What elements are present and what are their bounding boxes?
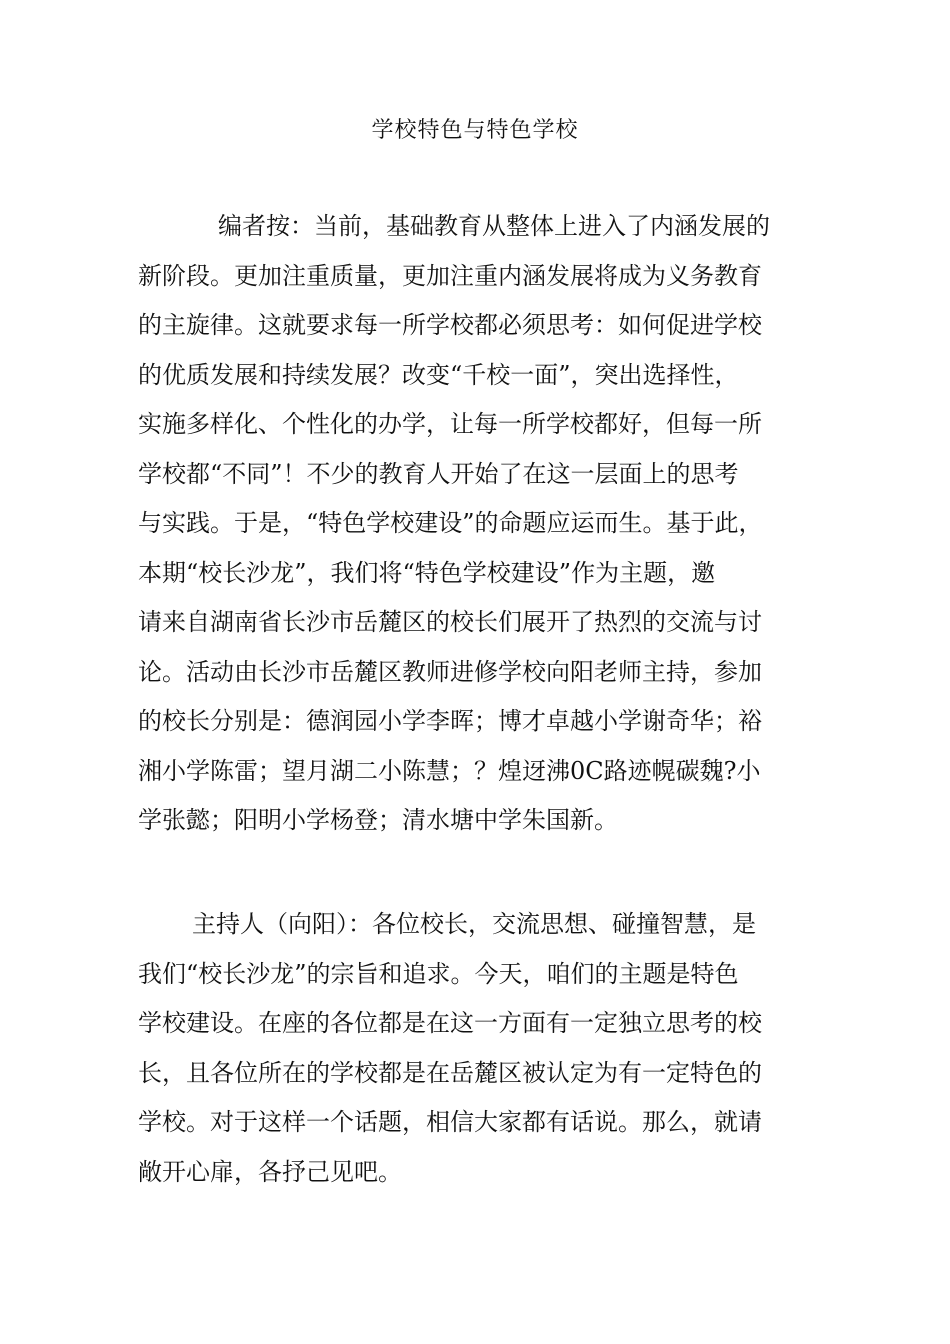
paragraph-line: 的优质发展和持续发展？改变“千校一面”，突出选择性， bbox=[138, 360, 739, 389]
paragraph-line: 学校都“不同”！不少的教育人开始了在这一层面上的思考 bbox=[138, 459, 739, 488]
paragraph-line: 新阶段。更加注重质量，更加注重内涵发展将成为义务教育 bbox=[138, 261, 762, 290]
paragraph-line: 本期“校长沙龙”，我们将“特色学校建设”作为主题，邀 bbox=[138, 558, 716, 587]
editor-note-paragraph bbox=[138, 202, 810, 846]
paragraph-line: 的主旋律。这就要求每一所学校都必须思考：如何促进学校 bbox=[138, 311, 762, 339]
host-intro-paragraph bbox=[138, 900, 810, 1197]
paragraph-line: 论。活动由长沙市岳麓区教师进修学校向阳老师主持，参加 bbox=[138, 657, 762, 686]
paragraph-line: 敞开心扉，各抒己见吧。 bbox=[138, 1157, 402, 1186]
paragraph-line: 学校建设。在座的各位都是在这一方面有一定独立思考的校 bbox=[138, 1009, 762, 1037]
paragraph-line: 主持人（向阳）：各位校长，交流思想、碰撞智慧，是 bbox=[192, 910, 756, 938]
paragraph-line: 请来自湖南省长沙市岳麓区的校长们展开了热烈的交流与讨 bbox=[138, 608, 762, 636]
paragraph-line: 湘小学陈雷；望月湖二小陈慧；？煌迓沸0C路迹幌碳魏?小 bbox=[138, 756, 761, 785]
paragraph-line: 实施多样化、个性化的办学，让每一所学校都好，但每一所 bbox=[138, 410, 762, 438]
document-title: 学校特色与特色学校 bbox=[371, 118, 579, 143]
paragraph-line: 学校。对于这样一个话题，相信大家都有话说。那么，就请 bbox=[138, 1108, 762, 1136]
paragraph-line: 学张懿；阳明小学杨登；清水塘中学朱国新。 bbox=[138, 806, 618, 834]
paragraph-line: 的校长分别是：德润园小学李晖；博才卓越小学谢奇华；裕 bbox=[138, 707, 762, 735]
paragraph-line: 编者按：当前，基础教育从整体上进入了内涵发展的 bbox=[218, 212, 770, 240]
paragraph-line: 与实践。于是，“特色学校建设”的命题应运而生。基于此， bbox=[138, 509, 763, 537]
paragraph-line: 我们“校长沙龙”的宗旨和追求。今天，咱们的主题是特色 bbox=[138, 959, 739, 988]
paragraph-line: 长，且各位所在的学校都是在岳麓区被认定为有一定特色的 bbox=[138, 1058, 762, 1087]
